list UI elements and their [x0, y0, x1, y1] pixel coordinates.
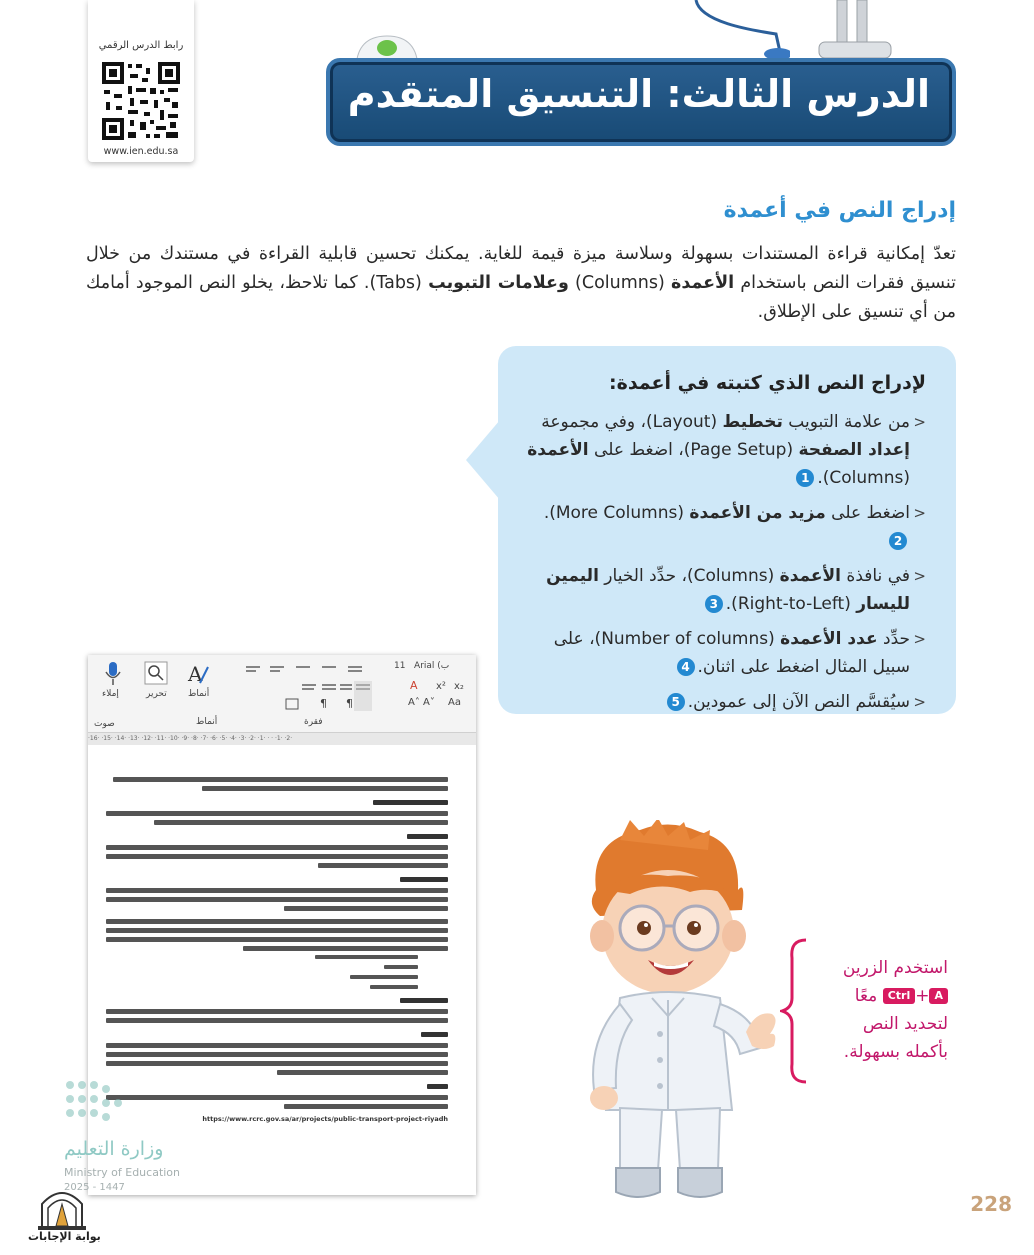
styles-group-label: أنماط	[196, 717, 218, 727]
doc-heading	[407, 834, 448, 839]
doc-line	[154, 820, 448, 825]
svg-text:¶: ¶	[320, 697, 327, 710]
intro-bold-columns: الأعمدة	[671, 273, 735, 293]
paragraph-tools-icon[interactable]	[226, 659, 376, 711]
step5-text-a: سيُقسَّم النص الآن إلى عمودين.	[687, 692, 910, 712]
step4-bold-number-columns: عدد الأعمدة	[780, 629, 878, 649]
doc-bullet	[384, 965, 418, 969]
intro-text-1: تعدّ إمكانية قراءة المستندات بسهولة وسلاسة ميزة قيمة للغاية. يمكنك تحسين قابلية القراءة في مستندك من خلال تنسيق فقرات النص باستخدام	[86, 244, 956, 293]
svg-text:A: A	[410, 679, 418, 692]
ministry-english: Ministry of Education	[64, 1166, 181, 1179]
step1-text-a: من علامة التبويب	[782, 412, 910, 432]
step3-text-a: في نافذة	[841, 566, 910, 586]
styles-label: أنماط	[188, 689, 210, 699]
callout-plus: +	[915, 986, 930, 1006]
cable-decoration	[690, 0, 790, 60]
doc-bullet	[350, 975, 418, 979]
svg-text:A˄ A˅: A˄ A˅	[408, 697, 435, 708]
font-size-value[interactable]: 11	[394, 661, 406, 671]
step-badge-2: 2	[889, 532, 907, 550]
qr-card[interactable]	[88, 0, 194, 162]
instruction-step-2	[526, 499, 926, 555]
instruction-step-5	[526, 688, 926, 716]
doc-line	[106, 1061, 448, 1066]
ministry-arabic: وزارة التعليم	[64, 1138, 164, 1160]
callout-line-2	[808, 982, 948, 1010]
page-number: 228	[970, 1192, 1012, 1216]
lesson-title-banner	[326, 58, 956, 146]
doc-line	[318, 863, 448, 868]
doc-bullet	[315, 955, 418, 959]
doc-line	[243, 946, 448, 951]
callout-line-4: بأكمله بسهولة.	[843, 1042, 948, 1062]
doc-line	[106, 854, 448, 859]
callout-together: معًا	[854, 986, 878, 1006]
step1-bold-page-setup: إعداد الصفحة	[798, 440, 910, 460]
font-name-box[interactable]	[394, 661, 474, 671]
callout-bracket-icon	[780, 938, 810, 1084]
doc-heading	[400, 877, 448, 882]
doc-line	[277, 1070, 448, 1075]
site-logo-icon	[34, 1186, 90, 1230]
step-badge-1: 1	[796, 469, 814, 487]
callout-line-3: لتحديد النص	[862, 1014, 948, 1034]
instruction-step-3	[526, 562, 926, 618]
instruction-step-4	[526, 625, 926, 681]
qr-url[interactable]: www.ien.edu.sa	[103, 146, 179, 157]
doc-heading	[421, 1032, 448, 1037]
instruction-step-1	[526, 408, 926, 492]
doc-line	[106, 845, 448, 850]
intro-text-2: (Columns)	[568, 273, 671, 293]
keyboard-tip-callout	[808, 954, 948, 1066]
voice-group-label: صوت	[94, 719, 115, 729]
doc-line	[106, 1052, 448, 1057]
intro-paragraph	[86, 240, 956, 327]
step1-bold-columns: الأعمدة	[527, 440, 589, 460]
key-a-badge: A	[929, 988, 948, 1004]
styles-icon[interactable]	[186, 661, 210, 687]
callout-line-1: استخدم الزرين	[842, 958, 948, 978]
doc-line	[106, 1018, 448, 1023]
doc-line	[202, 786, 448, 791]
svg-text:x²: x²	[436, 681, 446, 692]
doc-line	[106, 1043, 448, 1048]
doc-line	[106, 888, 448, 893]
dictate-label: إملاء	[102, 689, 119, 699]
doc-line	[106, 928, 448, 933]
paragraph-group-label: فقرة	[304, 717, 323, 727]
instruction-box	[498, 346, 956, 714]
font-name-value[interactable]: Arial (ب	[414, 661, 450, 671]
doc-line	[106, 811, 448, 816]
step2-text-c: (More Columns).	[543, 503, 690, 523]
boy-character-icon	[560, 820, 780, 1205]
source-url: https://www.rcrc.gov.sa/ar/projects/public-transport-project-riyadh	[202, 1115, 448, 1123]
section-heading: إدراج النص في أعمدة	[723, 198, 956, 223]
microphone-icon[interactable]	[102, 661, 124, 687]
doc-line	[106, 1009, 448, 1014]
doc-heading	[427, 1084, 448, 1089]
doc-line	[106, 897, 448, 902]
svg-text:¶: ¶	[346, 697, 353, 710]
step-badge-3: 3	[705, 595, 723, 613]
key-ctrl-badge: Ctrl	[883, 988, 916, 1004]
doc-line	[113, 777, 448, 782]
qr-label: رابط الدرس الرقمي	[98, 40, 184, 51]
qr-code-icon[interactable]	[100, 60, 182, 142]
step3-bold-rtl: اليمين لليسار	[546, 566, 910, 614]
search-icon[interactable]	[144, 661, 168, 685]
step3-text-c: (Columns)، حدِّد الخيار	[598, 566, 780, 586]
svg-text:x₂: x₂	[454, 681, 464, 692]
intro-text-3: (Tabs). كما تلاحظ، يخلو النص الموجود أمامك من أي تنسيق على الإطلاق.	[86, 273, 956, 322]
step1-text-c: (Layout)، وفي مجموعة	[541, 412, 723, 432]
lesson-title: الدرس الثالث: التنسيق المتقدم	[347, 72, 930, 116]
step2-bold-more-columns: مزيد من الأعمدة	[689, 503, 826, 523]
svg-text:Aa: Aa	[448, 697, 461, 708]
site-label: بوابة الإجابات	[28, 1230, 101, 1243]
font-format-icon[interactable]	[406, 677, 472, 709]
instruction-list	[526, 408, 926, 723]
pipe-decoration	[815, 0, 895, 60]
doc-line	[106, 919, 448, 924]
step4-text-a: حدِّد	[877, 629, 910, 649]
ruler: ·16· ·15· ·14· ·13· ·12· ·11· ·10· ·9· ·8· ·7· ·6· ·5· ·4· ·3· ·2· ·1· · · ·1· ·2·	[88, 733, 476, 745]
step-badge-4: 4	[677, 658, 695, 676]
intro-bold-tabs: وعلامات التبويب	[428, 273, 569, 293]
step1-bold-layout: تخطيط	[722, 412, 783, 432]
doc-line	[284, 1104, 448, 1109]
ministry-year: 2025 - 1447	[64, 1182, 125, 1193]
instruction-title: لإدراج النص الذي كتبته في أعمدة:	[609, 372, 926, 394]
step3-bold-columns: الأعمدة	[779, 566, 842, 586]
editor-label: تحرير	[146, 689, 167, 699]
step1-text-g: (Columns).	[817, 468, 910, 488]
svg-text:A: A	[188, 662, 203, 686]
doc-bullet	[370, 985, 418, 989]
step4-text-c: (Number of columns)، على سبيل المثال اضغط على اثنان.	[553, 629, 910, 677]
doc-line	[106, 937, 448, 942]
doc-heading	[400, 998, 448, 1003]
doc-line	[284, 906, 448, 911]
step2-text-a: اضغط على	[825, 503, 910, 523]
word-ribbon	[88, 655, 476, 733]
step3-text-e: (Right-to-Left).	[725, 594, 857, 614]
step1-text-e: (Page Setup)، اضغط على	[588, 440, 799, 460]
step-badge-5: 5	[667, 693, 685, 711]
doc-heading	[373, 800, 448, 805]
